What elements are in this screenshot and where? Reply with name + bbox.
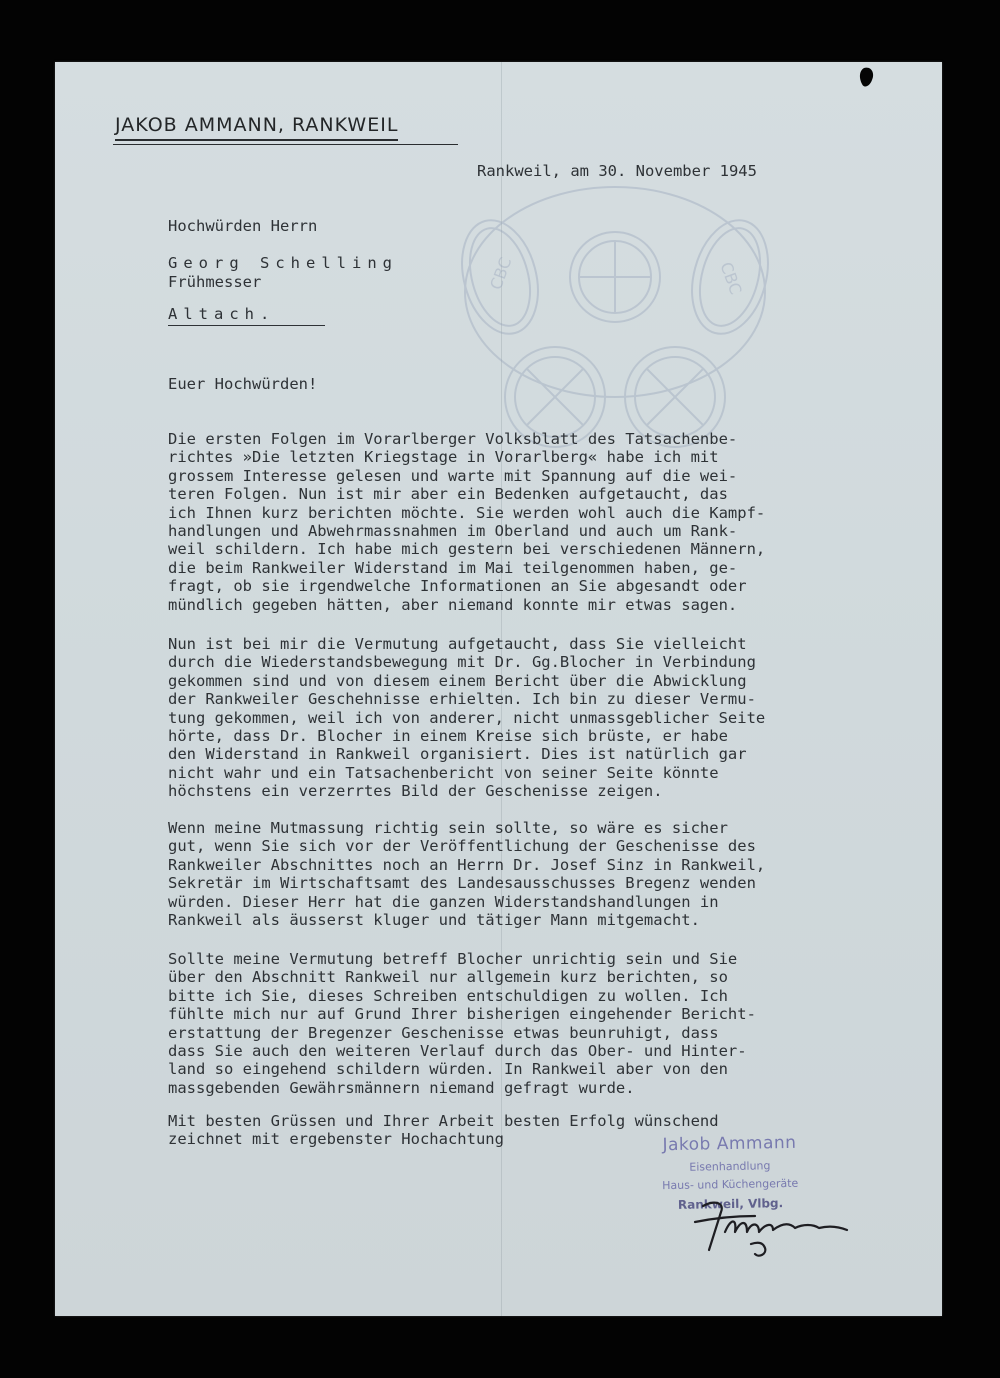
text-line: dass Sie auch den weiteren Verlauf durch das Ober- und Hinter- [168, 1042, 747, 1061]
text-line: Die ersten Folgen im Vorarlberger Volksblatt des Tatsachenbe- [168, 430, 738, 448]
stamp-name: Jakob Ammann [662, 1132, 797, 1156]
ink-spot [858, 66, 876, 90]
text-line: der Rankweiler Geschehnisse erhielten. Ich bin zu dieser Vermu- [168, 690, 756, 709]
text-line: über den Abschnitt Rankweil nur allgemein kurz berichten, so [168, 968, 728, 987]
text-line: erstattung der Bregenzer Geschenisse etwas beunruhigt, dass [168, 1023, 719, 1042]
text-line: Nun ist bei mir die Vermutung aufgetaucht, dass Sie vielleicht [168, 635, 747, 653]
text-line: Rankweil als äusserst kluger und tätiger Mann mitgemacht. [168, 911, 700, 930]
text-line: gut, wenn Sie sich vor der Veröffentlichung der Geschenisse des [168, 837, 756, 856]
text-line: höchstens ein verzerrtes Bild der Geschenisse zeigen. [168, 782, 663, 801]
text-line: bitte ich Sie, dieses Schreiben entschuldigen zu wollen. Ich [168, 986, 728, 1005]
text-line: teren Folgen. Nun ist mir aber ein Bedenken aufgetaucht, das [168, 485, 728, 504]
text-line: land so eingehend schildern würden. In Rankweil aber von den [168, 1060, 728, 1079]
svg-text:CBC: CBC [486, 254, 516, 293]
text-line: fragt, ob sie irgendwelche Informationen an Sie abgesandt oder [168, 577, 747, 596]
text-line: die beim Rankweiler Widerstand im Mai teilgenommen haben, ge- [168, 558, 738, 577]
text-line: weil schildern. Ich habe mich gestern bei verschiedenen Männern, [168, 540, 766, 559]
recipient-place: Altach. [168, 305, 325, 326]
text-line: handlungen und Abwehrmassnahmen im Oberland und auch um Rank- [168, 522, 738, 541]
paragraph-2 [168, 635, 888, 801]
text-line: massgebenden Gewährsmännern niemand gefragt wurde. [168, 1078, 635, 1097]
text-line: hörte, dass Dr. Blocher in einem Kreise sich brüste, er habe [168, 727, 728, 746]
recipient-position: Frühmesser [168, 273, 262, 291]
text-line: zeichnet mit ergebenster Hochachtung [168, 1130, 504, 1149]
salutation: Euer Hochwürden! [168, 375, 318, 393]
svg-text:CBC: CBC [716, 259, 746, 298]
text-line: durch die Wiederstandsbewegung mit Dr. Gg.Blocher in Verbindung [168, 653, 756, 672]
paragraph-1 [168, 430, 888, 614]
letterhead: JAKOB AMMANN, RANKWEIL [115, 114, 398, 141]
handwritten-signature [685, 1192, 855, 1262]
text-line: tung gekommen, weil ich von anderer, nicht unmassgeblicher Seite [168, 708, 766, 727]
text-line: Rankweiler Abschnittes noch an Herrn Dr. Josef Sinz in Rankweil, [168, 855, 766, 874]
letterhead-underline [113, 144, 458, 145]
text-line: mündlich gegeben hätten, aber niemand konnte mir etwas sagen. [168, 595, 738, 614]
recipient-place-wrap [168, 305, 325, 323]
paragraph-4 [168, 950, 888, 1097]
text-line: ich Ihnen kurz berichten möchte. Sie werden wohl auch die Kampf- [168, 503, 766, 522]
letter-paper [55, 62, 942, 1316]
text-line: Sekretär im Wirtschaftsamt des Landesausschusses Bregenz wenden [168, 874, 756, 893]
paragraph-3 [168, 819, 888, 929]
recipient-name: Georg Schelling [168, 254, 398, 272]
text-line: Wenn meine Mutmassung richtig sein sollte, so wäre es sicher [168, 819, 728, 837]
stamp-line-2: Eisenhandlung [689, 1159, 771, 1174]
date-line: Rankweil, am 30. November 1945 [477, 162, 757, 180]
recipient-title: Hochwürden Herrn [168, 217, 318, 235]
text-line: Sollte meine Vermutung betreff Blocher unrichtig sein und Sie [168, 950, 738, 968]
text-line: nicht wahr und ein Tatsachenbericht von seiner Seite könnte [168, 763, 719, 782]
text-line: würden. Dieser Herr hat die ganzen Widerstandshandlungen in [168, 892, 719, 911]
text-line: fühlte mich nur auf Grund Ihrer bisherigen eingehender Bericht- [168, 1005, 756, 1024]
text-line: richtes »Die letzten Kriegstage in Vorarlberg« habe ich mit [168, 448, 719, 467]
text-line: grossem Interesse gelesen und warte mit Spannung auf die wei- [168, 466, 738, 485]
text-line: den Widerstand in Rankweil organisiert. Dies ist natürlich gar [168, 745, 747, 764]
stamp-line-3: Haus- und Küchengeräte [662, 1176, 799, 1193]
text-line: Mit besten Grüssen und Ihrer Arbeit besten Erfolg wünschend [168, 1112, 719, 1130]
text-line: gekommen sind und von diesem einem Bericht über die Abwicklung [168, 671, 747, 690]
stamp-line-4: Rankweil, Vlbg. [677, 1196, 784, 1212]
